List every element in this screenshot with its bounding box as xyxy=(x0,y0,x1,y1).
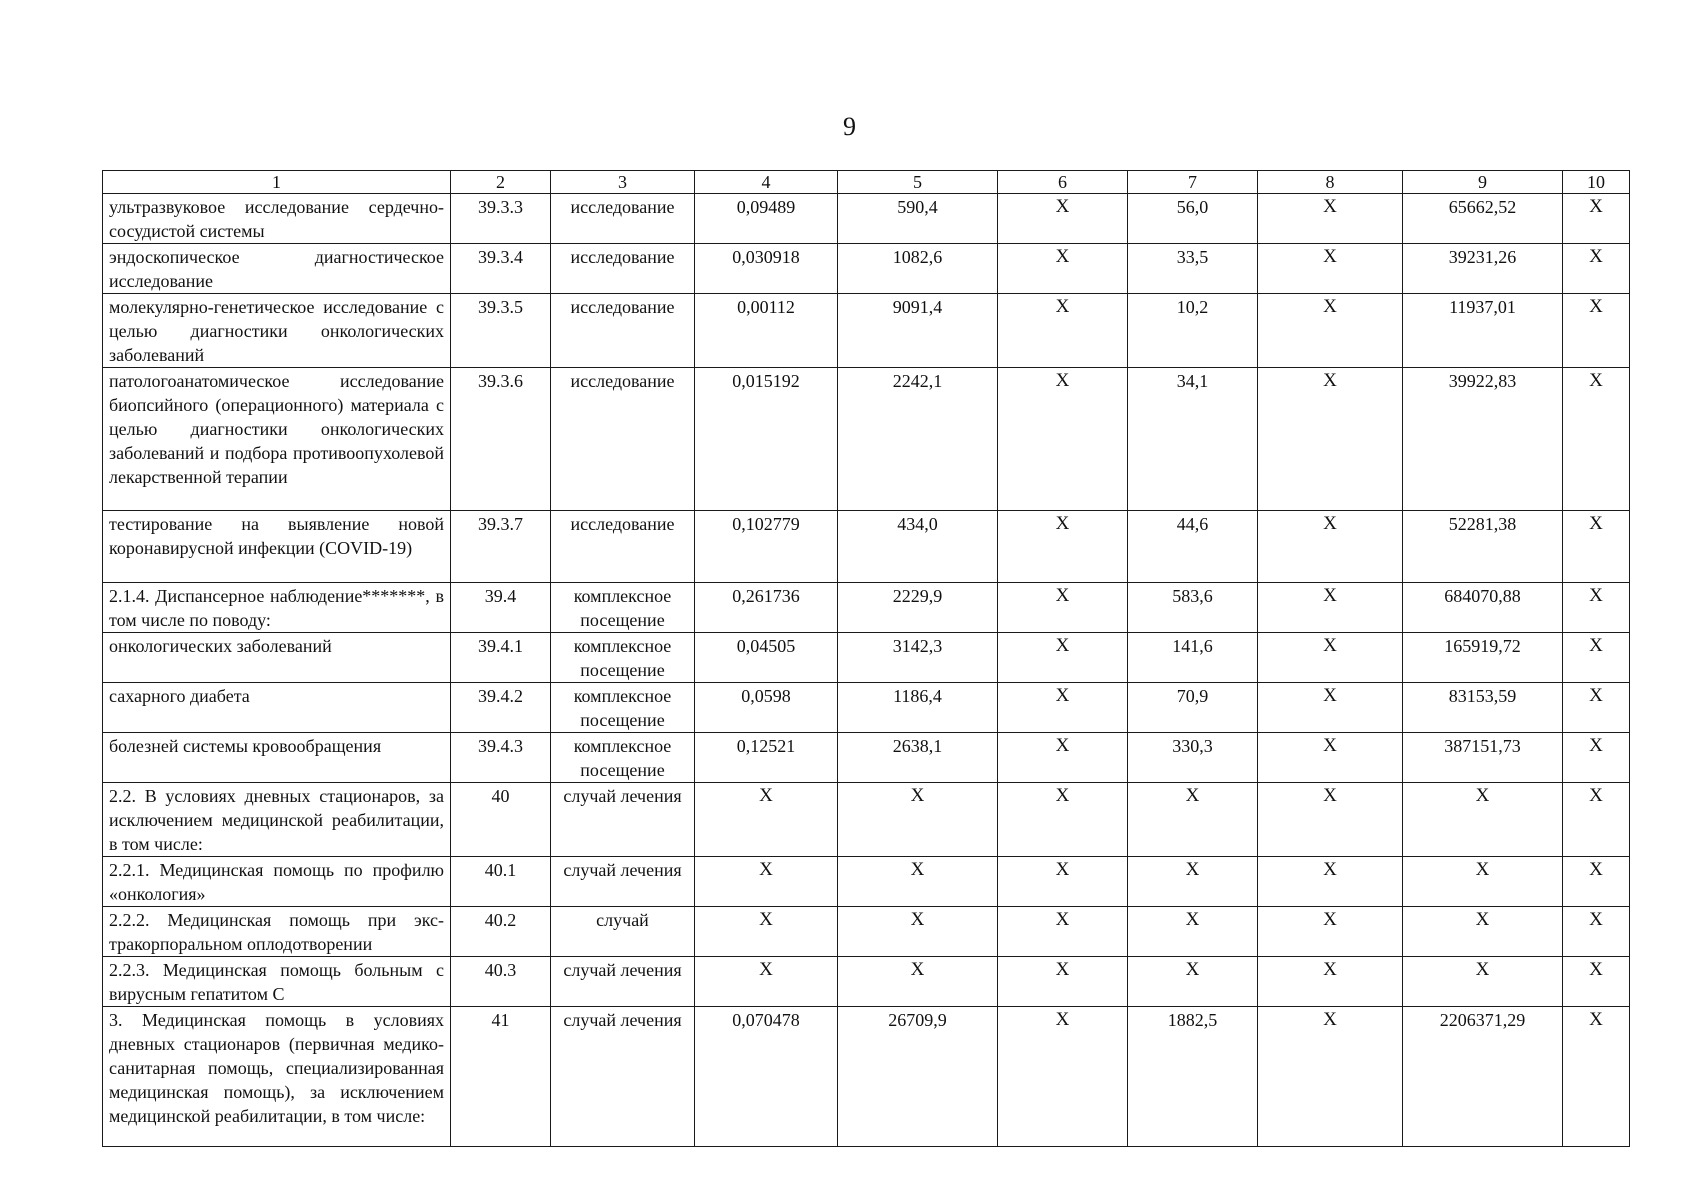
table-row xyxy=(103,244,1630,294)
row-code: 39.4.2 xyxy=(451,683,551,733)
row-unit: случай лечения xyxy=(551,1007,695,1147)
row-code: 39.3.4 xyxy=(451,244,551,294)
row-code: 40.3 xyxy=(451,957,551,1007)
cell-col-10: Х xyxy=(1563,294,1630,368)
row-name: сахарного диабета xyxy=(103,683,451,733)
cell-col-5: Х xyxy=(838,783,998,857)
column-number: 3 xyxy=(551,171,695,194)
tariff-table xyxy=(102,170,1630,1147)
row-code: 39.3.5 xyxy=(451,294,551,368)
row-unit: исследование xyxy=(551,194,695,244)
cell-col-5: Х xyxy=(838,907,998,957)
column-number: 7 xyxy=(1128,171,1258,194)
table-row xyxy=(103,583,1630,633)
row-unit: комплексное посещение xyxy=(551,583,695,633)
table-row xyxy=(103,368,1630,511)
cell-col-7: 56,0 xyxy=(1128,194,1258,244)
cell-col-6: Х xyxy=(998,368,1128,511)
column-number: 5 xyxy=(838,171,998,194)
row-name: онкологических заболеваний xyxy=(103,633,451,683)
cell-col-7: 70,9 xyxy=(1128,683,1258,733)
cell-col-10: Х xyxy=(1563,857,1630,907)
cell-col-5: 3142,3 xyxy=(838,633,998,683)
cell-col-5: 9091,4 xyxy=(838,294,998,368)
cell-col-7: Х xyxy=(1128,783,1258,857)
cell-col-5: 434,0 xyxy=(838,511,998,583)
row-unit: случай лечения xyxy=(551,857,695,907)
row-unit: комплексное посещение xyxy=(551,633,695,683)
cell-col-8: Х xyxy=(1258,783,1403,857)
column-numbers-row xyxy=(103,171,1630,194)
table-row xyxy=(103,633,1630,683)
cell-col-8: Х xyxy=(1258,957,1403,1007)
cell-col-10: Х xyxy=(1563,511,1630,583)
cell-col-10: Х xyxy=(1563,683,1630,733)
cell-col-4: 0,261736 xyxy=(695,583,838,633)
cell-col-7: 330,3 xyxy=(1128,733,1258,783)
cell-col-10: Х xyxy=(1563,368,1630,511)
cell-col-6: Х xyxy=(998,957,1128,1007)
cell-col-4: 0,030918 xyxy=(695,244,838,294)
cell-col-10: Х xyxy=(1563,733,1630,783)
table-row xyxy=(103,957,1630,1007)
cell-col-9: 65662,52 xyxy=(1403,194,1563,244)
row-code: 39.4.3 xyxy=(451,733,551,783)
table-row xyxy=(103,511,1630,583)
row-name: молекулярно-генетическое исследование с целью диагностики онкологических заболеваний xyxy=(103,294,451,368)
cell-col-9: 52281,38 xyxy=(1403,511,1563,583)
cell-col-9: 387151,73 xyxy=(1403,733,1563,783)
cell-col-9: 684070,88 xyxy=(1403,583,1563,633)
row-name: патологоанатомическое исследование биопсийного (операционного) материала с целью диагностики онкологических заболеваний и подбора противоопухолевой лекарственной терапии xyxy=(103,368,451,511)
column-number: 8 xyxy=(1258,171,1403,194)
cell-col-7: Х xyxy=(1128,907,1258,957)
cell-col-6: Х xyxy=(998,907,1128,957)
row-name: 2.2. В условиях дневных стационаров, за исключением медицинской реабилитации, в том числе: xyxy=(103,783,451,857)
cell-col-10: Х xyxy=(1563,194,1630,244)
cell-col-4: 0,0598 xyxy=(695,683,838,733)
cell-col-6: Х xyxy=(998,511,1128,583)
cell-col-5: 2242,1 xyxy=(838,368,998,511)
cell-col-8: Х xyxy=(1258,294,1403,368)
column-number: 1 xyxy=(103,171,451,194)
row-name: эндоскопическое диагностическое исследование xyxy=(103,244,451,294)
cell-col-4: 0,04505 xyxy=(695,633,838,683)
cell-col-8: Х xyxy=(1258,1007,1403,1147)
row-code: 41 xyxy=(451,1007,551,1147)
row-unit: комплексное посещение xyxy=(551,683,695,733)
cell-col-6: Х xyxy=(998,633,1128,683)
cell-col-10: Х xyxy=(1563,244,1630,294)
table-row xyxy=(103,907,1630,957)
column-number: 9 xyxy=(1403,171,1563,194)
cell-col-6: Х xyxy=(998,194,1128,244)
cell-col-8: Х xyxy=(1258,857,1403,907)
cell-col-8: Х xyxy=(1258,907,1403,957)
cell-col-9: 83153,59 xyxy=(1403,683,1563,733)
table-row xyxy=(103,783,1630,857)
column-number: 10 xyxy=(1563,171,1630,194)
cell-col-9: 165919,72 xyxy=(1403,633,1563,683)
row-code: 40 xyxy=(451,783,551,857)
cell-col-5: Х xyxy=(838,957,998,1007)
cell-col-6: Х xyxy=(998,683,1128,733)
column-number: 2 xyxy=(451,171,551,194)
cell-col-9: Х xyxy=(1403,907,1563,957)
table-row xyxy=(103,733,1630,783)
cell-col-8: Х xyxy=(1258,633,1403,683)
row-code: 39.3.6 xyxy=(451,368,551,511)
cell-col-4: Х xyxy=(695,857,838,907)
cell-col-10: Х xyxy=(1563,907,1630,957)
cell-col-4: 0,09489 xyxy=(695,194,838,244)
row-code: 39.4.1 xyxy=(451,633,551,683)
cell-col-10: Х xyxy=(1563,957,1630,1007)
row-code: 40.2 xyxy=(451,907,551,957)
row-code: 40.1 xyxy=(451,857,551,907)
cell-col-9: 39922,83 xyxy=(1403,368,1563,511)
row-code: 39.4 xyxy=(451,583,551,633)
cell-col-8: Х xyxy=(1258,583,1403,633)
cell-col-5: 26709,9 xyxy=(838,1007,998,1147)
cell-col-9: Х xyxy=(1403,957,1563,1007)
cell-col-7: 583,6 xyxy=(1128,583,1258,633)
row-name: болезней системы кровообращения xyxy=(103,733,451,783)
column-number: 4 xyxy=(695,171,838,194)
table-row xyxy=(103,294,1630,368)
cell-col-6: Х xyxy=(998,857,1128,907)
cell-col-9: 11937,01 xyxy=(1403,294,1563,368)
row-unit: исследование xyxy=(551,244,695,294)
table-row xyxy=(103,857,1630,907)
cell-col-4: 0,102779 xyxy=(695,511,838,583)
cell-col-6: Х xyxy=(998,583,1128,633)
row-name: 2.2.2. Медицинская помощь при экстракорпоральном оплодотворении xyxy=(103,907,451,957)
row-name: 2.1.4. Диспансерное наблюдение*******, в том числе по поводу: xyxy=(103,583,451,633)
cell-col-8: Х xyxy=(1258,733,1403,783)
cell-col-7: Х xyxy=(1128,857,1258,907)
cell-col-10: Х xyxy=(1563,1007,1630,1147)
row-unit: исследование xyxy=(551,294,695,368)
cell-col-9: Х xyxy=(1403,857,1563,907)
row-unit: комплексное посещение xyxy=(551,733,695,783)
cell-col-5: 1082,6 xyxy=(838,244,998,294)
row-unit: исследование xyxy=(551,511,695,583)
cell-col-5: 2638,1 xyxy=(838,733,998,783)
cell-col-7: 33,5 xyxy=(1128,244,1258,294)
cell-col-5: Х xyxy=(838,857,998,907)
cell-col-10: Х xyxy=(1563,783,1630,857)
cell-col-5: 1186,4 xyxy=(838,683,998,733)
cell-col-8: Х xyxy=(1258,194,1403,244)
row-code: 39.3.3 xyxy=(451,194,551,244)
cell-col-4: Х xyxy=(695,907,838,957)
cell-col-7: 1882,5 xyxy=(1128,1007,1258,1147)
cell-col-9: Х xyxy=(1403,783,1563,857)
cell-col-10: Х xyxy=(1563,633,1630,683)
cell-col-7: Х xyxy=(1128,957,1258,1007)
cell-col-6: Х xyxy=(998,244,1128,294)
cell-col-5: 590,4 xyxy=(838,194,998,244)
column-number: 6 xyxy=(998,171,1128,194)
cell-col-4: Х xyxy=(695,957,838,1007)
cell-col-9: 39231,26 xyxy=(1403,244,1563,294)
cell-col-9: 2206371,29 xyxy=(1403,1007,1563,1147)
cell-col-5: 2229,9 xyxy=(838,583,998,633)
cell-col-6: Х xyxy=(998,733,1128,783)
cell-col-4: 0,015192 xyxy=(695,368,838,511)
cell-col-6: Х xyxy=(998,1007,1128,1147)
cell-col-4: 0,12521 xyxy=(695,733,838,783)
cell-col-8: Х xyxy=(1258,683,1403,733)
table-row xyxy=(103,194,1630,244)
row-unit: исследование xyxy=(551,368,695,511)
cell-col-10: Х xyxy=(1563,583,1630,633)
cell-col-4: Х xyxy=(695,783,838,857)
cell-col-6: Х xyxy=(998,783,1128,857)
cell-col-8: Х xyxy=(1258,368,1403,511)
cell-col-8: Х xyxy=(1258,511,1403,583)
table-row xyxy=(103,683,1630,733)
cell-col-6: Х xyxy=(998,294,1128,368)
cell-col-7: 141,6 xyxy=(1128,633,1258,683)
cell-col-4: 0,070478 xyxy=(695,1007,838,1147)
row-name: 3. Медицинская помощь в условиях дневных стационаров (первичная медико-санитарная помощь, специализированная медицинская помощь), за исключением медицинской реабилитации, в том числе: xyxy=(103,1007,451,1147)
cell-col-7: 10,2 xyxy=(1128,294,1258,368)
cell-col-7: 34,1 xyxy=(1128,368,1258,511)
cell-col-4: 0,00112 xyxy=(695,294,838,368)
row-unit: случай лечения xyxy=(551,783,695,857)
table-row xyxy=(103,1007,1630,1147)
row-name: 2.2.3. Медицинская помощь больным с вирусным гепатитом С xyxy=(103,957,451,1007)
cell-col-8: Х xyxy=(1258,244,1403,294)
row-name: тестирование на выявление новой коронавирусной инфекции (COVID-19) xyxy=(103,511,451,583)
row-name: ультразвуковое исследование сердечно-сосудистой системы xyxy=(103,194,451,244)
cell-col-7: 44,6 xyxy=(1128,511,1258,583)
row-name: 2.2.1. Медицинская помощь по профилю «онкология» xyxy=(103,857,451,907)
row-unit: случай xyxy=(551,907,695,957)
page-number: 9 xyxy=(843,112,856,141)
row-code: 39.3.7 xyxy=(451,511,551,583)
row-unit: случай лечения xyxy=(551,957,695,1007)
